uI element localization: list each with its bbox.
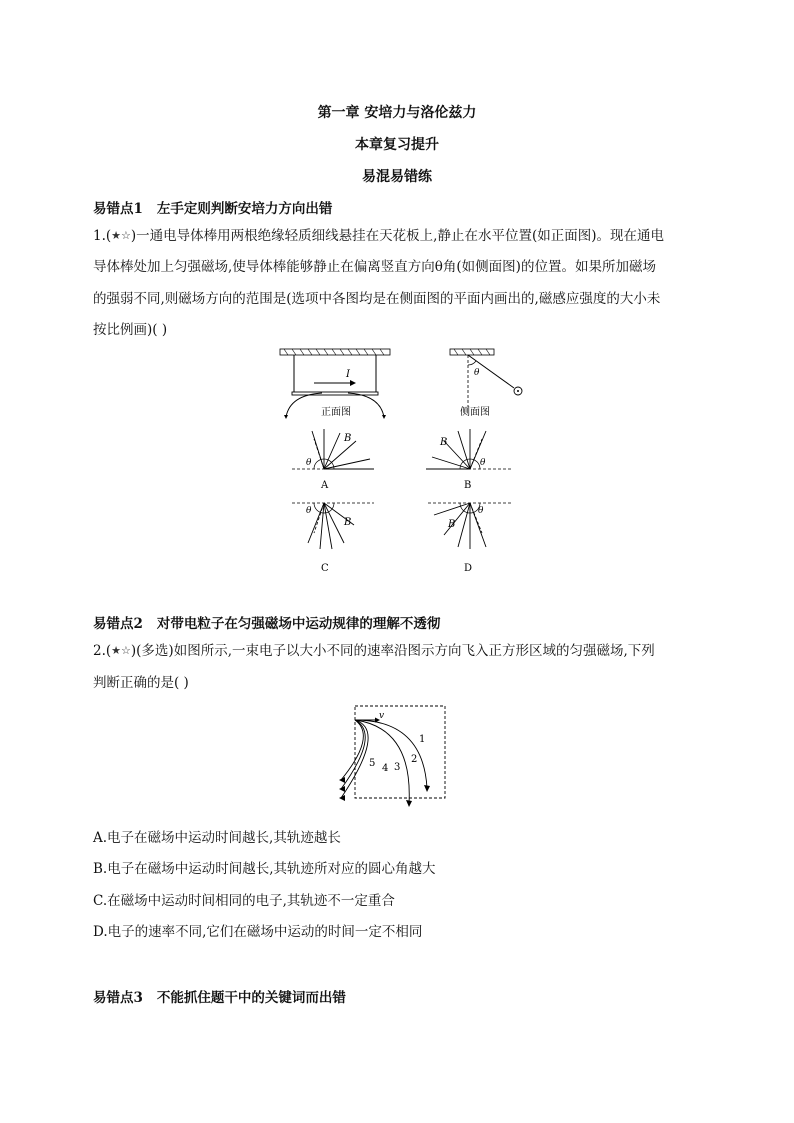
option-b-label: B: [464, 480, 472, 491]
option-c-diagram: [282, 495, 382, 580]
magnetic-field-square-figure: [335, 700, 460, 810]
subsection-title: 易混易错练: [362, 169, 432, 185]
difficulty-star-icon: ★☆: [111, 229, 131, 242]
question-1-line-2: 导体棒处加上匀强磁场,使导体棒能够静止在偏离竖直方向θ角(如侧面图)的位置。如果所加磁场: [93, 259, 656, 275]
error-point-3-heading: [93, 986, 346, 1006]
question-2-option-b: B.电子在磁场中运动时间越长,其轨迹所对应的圆心角越大: [93, 861, 436, 877]
error-point-1-heading: [93, 197, 332, 217]
theta-label: θ: [474, 368, 480, 378]
error-point-3-tag: 易错点3: [93, 990, 143, 1006]
option-b-diagram: [420, 425, 520, 495]
error-point-1-tag: 易错点1: [93, 201, 143, 217]
current-label: I: [346, 369, 350, 380]
question-2-option-a: A.电子在磁场中运动时间越长,其轨迹越长: [93, 830, 341, 846]
question-2-option-d: D.电子的速率不同,它们在磁场中运动的时间一定不相同: [93, 924, 423, 940]
svg-text:2: 2: [411, 754, 418, 765]
error-point-2-heading: [93, 612, 440, 632]
error-point-2-title: 对带电粒子在匀强磁场中运动规律的理解不透彻: [156, 616, 441, 632]
svg-text:1: 1: [419, 734, 426, 745]
error-point-2-tag: 易错点2: [93, 616, 143, 632]
error-point-1-title: 左手定则判断安培力方向出错: [156, 201, 333, 217]
svg-text:θ: θ: [306, 506, 312, 516]
option-a-diagram: [282, 425, 382, 495]
svg-text:B: B: [440, 437, 448, 448]
svg-text:5: 5: [369, 758, 376, 769]
question-1-line-4: 按比例画)( ): [93, 322, 168, 338]
svg-text:B: B: [448, 519, 456, 530]
front-view-figure: [270, 345, 440, 420]
option-d-label: D: [464, 563, 473, 574]
question-1-line-3: 的强弱不同,则磁场方向的范围是(选项中各图均是在侧面图的平面内画出的,磁感应强度的大小未: [93, 291, 661, 307]
svg-text:θ: θ: [306, 458, 312, 468]
svg-text:3: 3: [394, 762, 401, 773]
svg-text:4: 4: [382, 763, 389, 774]
difficulty-star-icon: ★☆: [111, 644, 131, 657]
side-view-label: 侧面图: [460, 407, 490, 418]
svg-text:B: B: [344, 433, 352, 444]
question-2-line-1: 2.(★☆)(多选)如图所示,一束电子以大小不同的速率沿图示方向飞入正方形区域的匀强磁场,下列: [93, 643, 655, 659]
svg-text:B: B: [344, 517, 352, 528]
side-view-figure: [448, 345, 538, 420]
option-d-diagram: [420, 495, 520, 580]
option-a-label: A: [321, 480, 329, 491]
chapter-title: 第一章 安培力与洛伦兹力: [317, 105, 477, 121]
front-view-label: 正面图: [321, 407, 351, 418]
question-2-line-2: 判断正确的是( ): [93, 675, 189, 691]
velocity-label: v: [379, 711, 385, 721]
error-point-3-title: 不能抓住题干中的关键词而出错: [156, 990, 346, 1006]
question-2-option-c: C.在磁场中运动时间相同的电子,其轨迹不一定重合: [93, 893, 395, 909]
question-1-line-1: 1.(★☆)一通电导体棒用两根绝缘轻质细线悬挂在天花板上,静止在水平位置(如正面图)。现在通电: [93, 228, 664, 244]
svg-text:θ: θ: [480, 458, 486, 468]
option-c-label: C: [321, 563, 329, 574]
svg-text:θ: θ: [478, 506, 484, 516]
section-title: 本章复习提升: [355, 137, 439, 153]
